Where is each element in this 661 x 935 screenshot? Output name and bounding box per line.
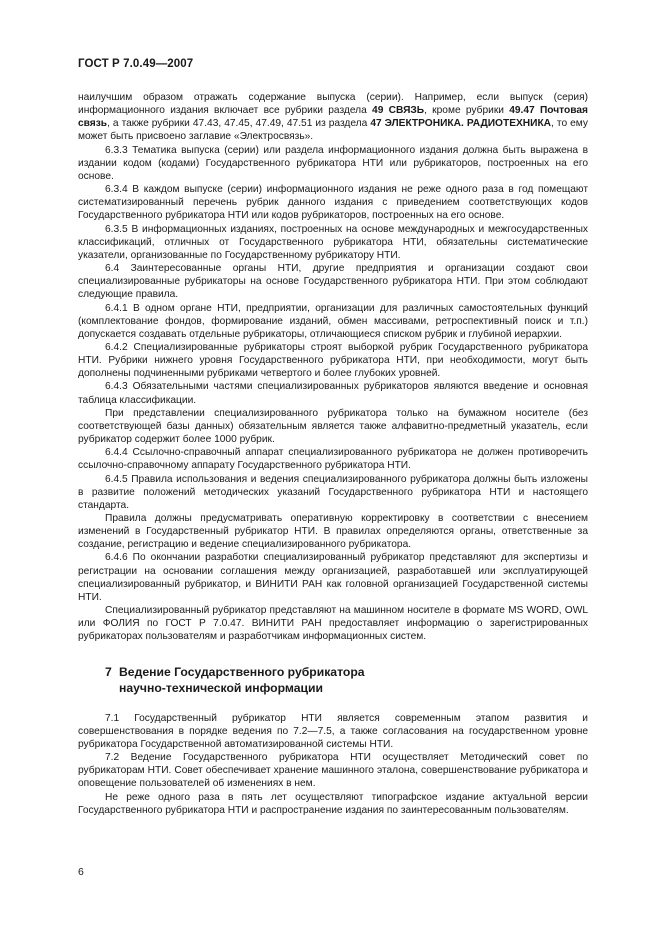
paragraph: Правила должны предусматривать оперативную корректировку в соответствии с внесением изменений в Государственный рубрикатор НТИ. В правилах определяются органы, ответственные за создание, регистрацию и ведение специализированного рубрикатора. xyxy=(78,513,588,551)
paragraph-7-1: 7.1 Государственный рубрикатор НТИ является современным этапом развития и совершенствования в порядке ведения по 7.2—7.5, а также согласования на государственном уровне рубрикатора Государственной автоматизированной системы НТИ. xyxy=(78,712,588,750)
document-header: ГОСТ Р 7.0.49—2007 xyxy=(78,58,194,70)
document-body xyxy=(78,91,588,817)
paragraph-6-4: 6.4 Заинтересованные органы НТИ, другие предприятия и организации создают свои специализированные рубрикаторы на основе Государственного рубрикатора НТИ. При этом соблюдают следующие правила. xyxy=(78,263,588,301)
paragraph-6-4-1: 6.4.1 В одном органе НТИ, предприятии, организации для различных самостоятельных функций (комплектование фондов, формирование изданий, обмен массивами, ретроспективный поиск и т.п.) допускается создавать отдельные рубрикаторы, отличающиеся списком рубрик и глубиной иерархии. xyxy=(78,302,588,340)
paragraph-7-2: 7.2 Ведение Государственного рубрикатора НТИ осуществляет Методический совет по рубрикаторам НТИ. Совет обеспечивает хранение машинного эталона, совершенствование рубрикатора и оповещение пользователей об изменениях в нем. xyxy=(78,752,588,790)
section-number: 7 xyxy=(105,664,112,679)
paragraph: наилучшим образом отражать содержание выпуска (серии). Например, если выпуск (серия) информационного издания включает все рубрики раздела 49 СВЯЗЬ, кроме рубрики 49.47 Почтовая связь, а также рубрики 47.43, 47.45, 47.49, 47.51 из раздела 47 ЭЛЕКТРОНИКА. РАДИОТЕХНИКА, то ему может быть присвоено заглавие «Электросвязь». xyxy=(78,92,588,143)
page-number: 6 xyxy=(78,866,84,878)
section-heading xyxy=(105,664,588,696)
section-title-line2: научно-технической информации xyxy=(119,680,324,695)
paragraph-6-3-4: 6.3.4 В каждом выпуске (серии) информационного издания не реже одного раза в год помещают систематизированный перечень рубрик данного издания с приведением соответствующих кодов Государственного рубрикатора НТИ или кодов рубрикаторов, построенных на его основе. xyxy=(78,184,588,222)
paragraph-6-4-6: 6.4.6 По окончании разработки специализированный рубрикатор представляют для экспертизы и регистрации на основании соглашения между организацией, разработавшей или эксплуатирующей специализированный рубрикатор, и ВИНИТИ РАН как головной организацией Государственной системы НТИ. xyxy=(78,552,588,603)
paragraph: Не реже одного раза в пять лет осуществляют типографское издание актуальной версии Государственного рубрикатора НТИ и распространение издания по заинтересованным пользователям. xyxy=(78,791,588,816)
paragraph: Специализированный рубрикатор представляют на машинном носителе в формате MS WORD, OWL или ФОЛИЯ по ГОСТ Р 7.0.47. ВИНИТИ РАН предоставляет информацию о зарегистрированных рубрикаторах пользователям и разработчикам информационных систем. xyxy=(78,605,588,643)
paragraph: При представлении специализированного рубрикатора только на бумажном носителе (без соответствующей базы данных) обязательным является также алфавитно-предметный указатель, если рубрикатор содержит более 1000 рубрик. xyxy=(78,407,588,446)
section-title-line1: Ведение Государственного рубрикатора xyxy=(119,664,365,679)
paragraph-6-4-5: 6.4.5 Правила использования и ведения специализированного рубрикатора должны быть изложены в развитие положений методических указаний Государственного рубрикатора НТИ и настоящего стандарта. xyxy=(78,473,588,511)
paragraph-6-3-3: 6.3.3 Тематика выпуска (серии) или раздела информационного издания должна быть выражена в издании кодом (кодами) Государственного рубрикатора НТИ или рубрикаторов, построенных на его основе. xyxy=(78,144,588,182)
paragraph-6-3-5: 6.3.5 В информационных изданиях, построенных на основе международных и межгосударственных классификаций, отличных от Государственного рубрикатора НТИ, обязательны систематические указатели, организованные по Государственному рубрикатору НТИ. xyxy=(78,223,588,261)
paragraph-6-4-3: 6.4.3 Обязательными частями специализированных рубрикаторов являются введение и основная таблица классификации. xyxy=(78,381,588,406)
paragraph-6-4-4: 6.4.4 Ссылочно-справочный аппарат специализированного рубрикатора не должен противоречить ссылочно-справочному аппарату Государственного рубрикатора НТИ. xyxy=(78,447,588,472)
paragraph-6-4-2: 6.4.2 Специализированные рубрикаторы строят выборкой рубрик Государственного рубрикатора НТИ. Рубрики нижнего уровня Государственного рубрикатора НТИ, при необходимости, могут быть дополнены подчиненными рубриками четвертого и более глубоких уровней. xyxy=(78,341,588,380)
